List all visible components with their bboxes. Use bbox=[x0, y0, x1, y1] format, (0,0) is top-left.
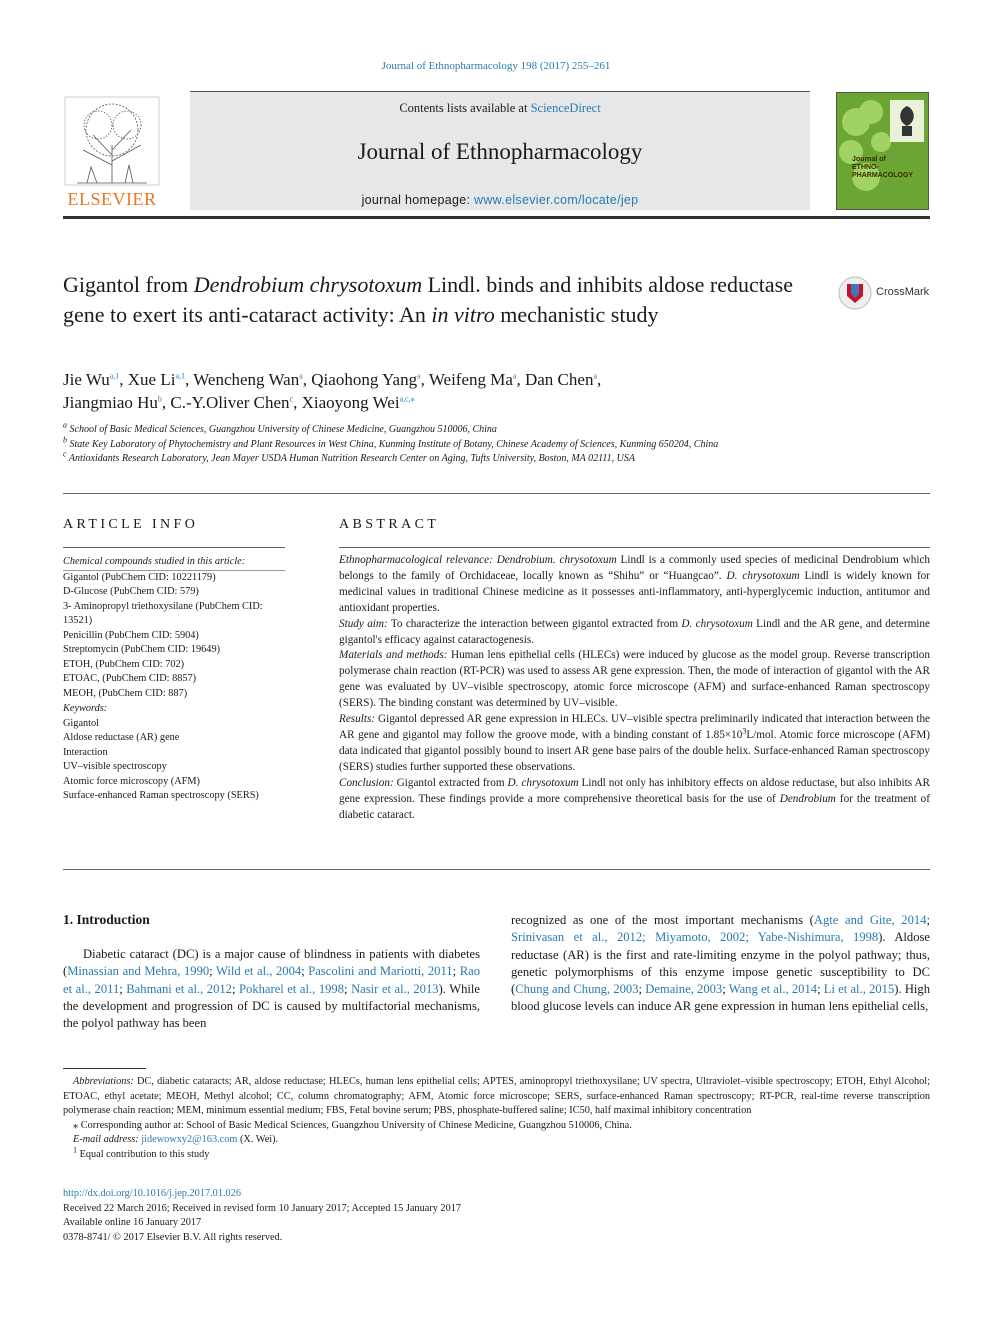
abstract-conclusion: Conclusion: Gigantol extracted from D. chrysotoxum Lindl not only has inhibitory effects on aldose reductase, but also inhibits AR gene expression. These findings provide a more comprehensive theoretical basis for the use of Dendrobium for the treatment of diabetic cataract. bbox=[339, 776, 931, 821]
copyright: 0378-8741/ © 2017 Elsevier B.V. All rights reserved. bbox=[63, 1231, 283, 1243]
title-in-vitro: in vitro bbox=[431, 302, 495, 327]
abstract-results: Results: Gigantol depressed AR gene expression in HLECs. UV–visible spectra preliminarily indicated that interaction between the AR gene and gigantol may follow the groove mode, with a binding constant of $1.85\times 10^3L$/mol. Atomic force microscope (AFM) data indicated that gigantol possibly bound to insert AR gene base pairs of the double helix. Surface-enhanced Raman spectroscopy (SERS) studies further supported these observations. bbox=[339, 713, 930, 773]
abstract-aim: Study aim: To characterize the interaction between gigantol extracted from D. chrysotoxum Lindl and the AR gene, and determine gigantol's efficacy against cataractogenesis. bbox=[339, 617, 930, 646]
article-title bbox=[63, 270, 823, 330]
email-link[interactable]: jidewowxy2@163.com bbox=[141, 1134, 238, 1145]
citation-link[interactable]: Wang et al., 2014 bbox=[728, 982, 818, 997]
keywords bbox=[63, 702, 293, 804]
title-text-2: Lindl. binds and inhibits aldose reductase gene to exert its anti-cataract activity: An bbox=[63, 272, 793, 327]
divider bbox=[63, 547, 285, 548]
intro-paragraph: recognized as one of the most important mechanisms (Agte and Gite, 2014; Srinivasan et al., 2012; Miyamoto, 2002; Yabe-Nishimura, 1998). Aldose reductase (AR) is the first and rate-limiting enzyme in the polyol pathway; thus, genetic polymorphisms of this enzyme impose genetic susceptibility to DC (Chung and Chung, 2003; Demaine, 2003; Wang et al., 2014; Li et al., 2015). High blood glucose levels can induce AR gene expression in human lens epithelial cells, bbox=[511, 913, 931, 1014]
abstract-methods: Materials and methods: Human lens epithelial cells (HLECs) were induced by glucose as the model group. Reverse transcription polymerase chain reaction (RT-PCR) was used to assess AR gene expression. Then, the mode of interaction of gigantol with the AR gene was evaluated by UV–visible spectroscopy, atomic force microscope (AFM) and surface-enhanced Raman spectroscopy (SERS). The binding constant was determined by UV–visible. bbox=[339, 649, 930, 710]
crossmark-icon bbox=[838, 276, 872, 310]
chem-item: Penicillin (PubChem CID: 5904) bbox=[63, 629, 199, 641]
section-heading-introduction: 1. Introduction bbox=[63, 912, 150, 927]
publication-info bbox=[63, 1187, 663, 1245]
author[interactable]: C.-Y.Oliver Chen$^c$ bbox=[170, 393, 294, 412]
citation-link[interactable]: Nasir et al., 2013 bbox=[351, 981, 439, 996]
keyword[interactable]: Atomic force microscopy (AFM) bbox=[63, 775, 200, 787]
citation-link[interactable]: Pascolini and Mariotti, 2011 bbox=[308, 964, 453, 979]
abstract-heading: ABSTRACT bbox=[339, 517, 440, 532]
online-date: Available online 16 January 2017 bbox=[63, 1217, 202, 1228]
chem-item: ETOH, (PubChem CID: 702) bbox=[63, 658, 185, 670]
abbreviations-footnote: Abbreviations: DC, diabetic cataracts; AR, aldose reductase; HLECs, human lens epithelial cells; APTES, aminopropyl triethoxysilane; UV spectra, Ultraviolet–visible spectroscopy; ETOH, Ethyl Alcohol; ETOAC, ethyl acetate; MEOH, Methyl alcohol; CC, column chromatography; AFM, Atomic force microscope; SERS, surface-enhanced Raman spectroscopy; RT-PCR, real-time reverse transcription polymerase chain reaction; MEM, minimum essential medium; FBS, Fetal bovine serum; PBS, phosphate-buffered saline; IC50, half maximal inhibitory concentration bbox=[63, 1076, 930, 1116]
author[interactable]: Wencheng Wan$^a$ bbox=[193, 370, 303, 389]
article-info-heading: ARTICLE INFO bbox=[63, 517, 199, 532]
citation-link[interactable]: Agte and Gite, 2014 bbox=[813, 913, 927, 927]
keyword[interactable]: UV–visible spectroscopy bbox=[63, 761, 167, 772]
title-text-3: mechanistic study bbox=[494, 302, 659, 327]
affiliation: $^c$ Antioxidants Research Laboratory, Jean Mayer USDA Human Nutrition Research Center on Aging, Tufts University, Boston, MA 02111, USA bbox=[63, 449, 635, 464]
chem-heading: Chemical compounds studied in this article: bbox=[63, 555, 285, 571]
abstract-relevance: Ethnopharmacological relevance: Dendrobium. chrysotoxum Lindl is a commonly used species of medicinal Dendrobium which belongs to the family of Orchidaceae, locally known as “Shihu” or “Huangcao”. D. chrysotoxum Lindl is widely known for medicinal values in traditional Chinese medicine as it possesses anti-inflammatory, anti-hyperglycemic induction, antitumor and antioxidant properties. bbox=[339, 554, 931, 614]
equal-contribution-footnote: $^1$ Equal contribution to this study bbox=[73, 1145, 210, 1160]
citation-link[interactable]: Minassian and Mehra, 1990 bbox=[67, 964, 210, 979]
doi-link[interactable]: http://dx.doi.org/10.1016/j.jep.2017.01.026 bbox=[63, 1188, 242, 1199]
author-list: Jie Wu$^{a,1}$, Xue Li$^{a,1}$, Wencheng Wan$^a$, Qiaohong Yang$^a$, Weifeng Ma$^a$, Dan Chen$^a$, Jiangmiao Hu$^b$, C.-Y.Oliver Chen$^c$, Xiaoyong Wei$^{a,c,⁎}$ bbox=[63, 370, 602, 412]
author[interactable]: Jiangmiao Hu$^b$ bbox=[63, 393, 162, 412]
chemical-compounds bbox=[63, 555, 293, 701]
citation-link[interactable]: Rao et al., 2011 bbox=[63, 964, 481, 996]
divider bbox=[63, 869, 930, 870]
chem-item: ETOAC, (PubChem CID: 8857) bbox=[63, 673, 197, 684]
citation-link[interactable]: Bahmani et al., 2012 bbox=[126, 981, 232, 996]
received-dates: Received 22 March 2016; Received in revised form 10 January 2017; Accepted 15 January 2017 bbox=[63, 1202, 462, 1214]
citation-link[interactable]: Demaine, 2003 bbox=[645, 982, 723, 997]
keyword[interactable]: Aldose reductase (AR) gene bbox=[63, 732, 180, 743]
chem-item: Gigantol (PubChem CID: 10221179) bbox=[63, 571, 216, 583]
homepage-prefix: journal homepage: bbox=[361, 193, 474, 207]
journal-name: Journal of Ethnopharmacology bbox=[357, 139, 643, 164]
footnotes bbox=[63, 1075, 930, 1162]
homepage-link[interactable]: www.elsevier.com/locate/jep bbox=[474, 193, 639, 207]
header-rule bbox=[63, 216, 930, 219]
citation-link[interactable]: Srinivasan et al., 2012; Miyamoto, 2002; Yabe-Nishimura, 1998 bbox=[511, 930, 879, 945]
footnote-rule bbox=[63, 1068, 146, 1069]
citation-link[interactable]: Chung and Chung, 2003 bbox=[515, 982, 639, 997]
chem-item: 3- Aminopropyl triethoxysilane (PubChem CID: 13521) bbox=[63, 600, 263, 626]
author[interactable]: Dan Chen$^a$ bbox=[524, 370, 598, 389]
citation-link[interactable]: Li et al., 2015 bbox=[823, 982, 895, 997]
abstract-body bbox=[339, 553, 930, 823]
divider bbox=[63, 493, 930, 494]
author[interactable]: Qiaohong Yang$^a$ bbox=[311, 370, 421, 389]
email-footnote: E-mail address: jidewowxy2@163.com (X. Wei). bbox=[73, 1134, 279, 1145]
elsevier-logo bbox=[63, 95, 161, 210]
chem-item: D-Glucose (PubChem CID: 579) bbox=[63, 586, 199, 597]
body-column-right bbox=[511, 912, 930, 1016]
keyword[interactable]: Gigantol bbox=[63, 717, 100, 729]
sciencedirect-link[interactable]: ScienceDirect bbox=[530, 101, 601, 115]
author[interactable]: Weifeng Ma$^a$ bbox=[428, 370, 517, 389]
keyword[interactable]: Surface-enhanced Raman spectroscopy (SERS) bbox=[63, 790, 259, 801]
crossmark-badge[interactable] bbox=[838, 276, 933, 310]
intro-paragraph: Diabetic cataract (DC) is a major cause of blindness in patients with diabetes (Minassian and Mehra, 1990; Wild et al., 2004; Pascolini and Mariotti, 2011; Rao et al., 2011; Bahmani et al., 2012; Pokharel et al., 1998; Nasir et al., 2013). While the development and progression of DC is caused by multifactorial mechanisms, the polyol pathway has been bbox=[63, 947, 481, 1031]
homepage-line bbox=[190, 193, 810, 207]
title-species: Dendrobium chrysotoxum bbox=[193, 272, 423, 297]
author[interactable]: Jie Wu$^{a,1}$ bbox=[63, 370, 120, 389]
affiliations bbox=[63, 420, 923, 467]
chem-item: MEOH, (PubChem CID: 887) bbox=[63, 687, 188, 699]
divider bbox=[339, 547, 930, 548]
author[interactable]: Xue Li$^{a,1}$ bbox=[127, 370, 186, 389]
keyword[interactable]: Interaction bbox=[63, 746, 108, 758]
crossmark-label: CrossMark bbox=[876, 286, 930, 298]
affiliation: $^b$ State Key Laboratory of Phytochemistry and Plant Resources in West China, Kunming Institute of Botany, Chinese Academy of Sciences, Kunming 650204, China bbox=[63, 435, 719, 450]
author[interactable]: Xiaoyong Wei$^{a,c,⁎}$ bbox=[301, 393, 415, 412]
keywords-heading: Keywords: bbox=[63, 703, 108, 714]
journal-cover-thumbnail[interactable] bbox=[836, 92, 929, 210]
corresponding-author-footnote: ⁎ Corresponding author at: School of Basic Medical Sciences, Guangzhou University of Chinese Medicine, Guangzhou 510006, China. bbox=[73, 1119, 632, 1131]
contents-line bbox=[190, 101, 810, 116]
citation-link[interactable]: Wild et al., 2004 bbox=[216, 964, 302, 979]
contents-prefix: Contents lists available at bbox=[399, 101, 531, 115]
chem-item: Streptomycin (PubChem CID: 19649) bbox=[63, 644, 221, 655]
body-column-left bbox=[63, 946, 480, 1032]
affiliation: $^a$ School of Basic Medical Sciences, Guangzhou University of Chinese Medicine, Guangzhou 510006, China bbox=[63, 420, 497, 435]
citation-link[interactable]: Pokharel et al., 1998 bbox=[239, 981, 345, 996]
elsevier-wordmark: ELSEVIER bbox=[67, 189, 157, 209]
cover-title: Journal of ETHNO-PHARMACOLOGY bbox=[852, 156, 914, 179]
journal-citation[interactable]: Journal of Ethnopharmacology 198 (2017) 255–261 bbox=[381, 60, 611, 72]
title-text-1: Gigantol from bbox=[63, 272, 194, 297]
